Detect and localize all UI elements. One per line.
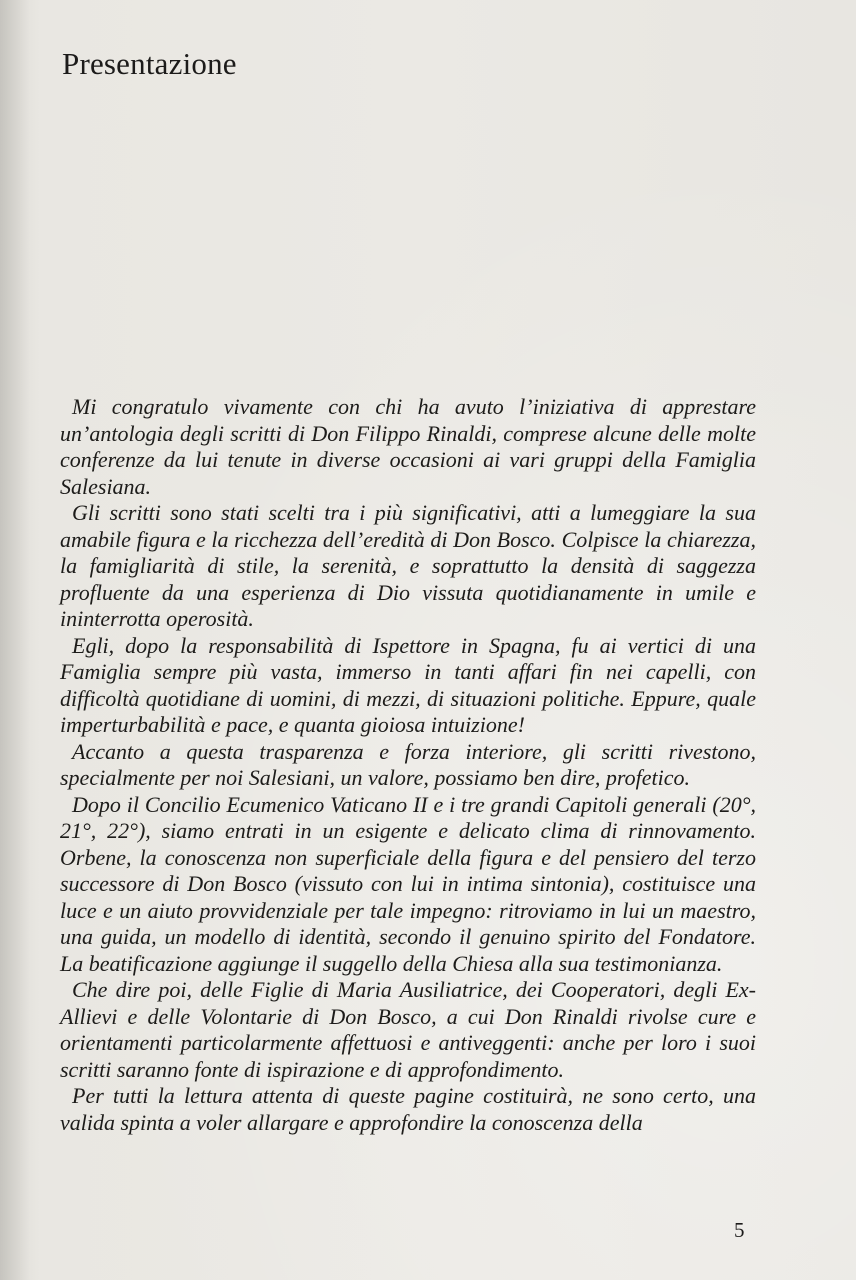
page-title: Presentazione: [62, 46, 237, 81]
paragraph-5: Dopo il Concilio Ecumenico Vaticano II e i tre grandi Capitoli generali (20°, 21°, 22°), siamo entrati in un esigente e delicato clima di rinnovamento. Orbene, la conoscenza non superficiale della figura e del pensiero del terzo successore di Don Bosco (vissuto con lui in intima sintonia), costituisce una luce e un aiuto provvidenziale per tale impegno: ritroviamo in lui un maestro, una guida, un modello di identità, secondo il genuino spirito del Fondatore. La beatificazione aggiunge il suggello della Chiesa alla sua testimonianza.: [60, 791, 756, 976]
spine-shadow: [0, 0, 30, 1280]
paragraph-1: Mi congratulo vivamente con chi ha avuto l’iniziativa di apprestare un’antologia degli scritti di Don Filippo Rinaldi, comprese alcune delle molte conferenze da lui tenute in diverse occasioni ai vari gruppi della Famiglia Salesiana.: [60, 394, 756, 499]
paragraph-6: Che dire poi, delle Figlie di Maria Ausiliatrice, dei Cooperatori, degli Ex-Allievi e delle Volontarie di Don Bosco, a cui Don Rinaldi rivolse cure e orientamenti particolarmente affettuosi e antiveggenti: anche per loro i suoi scritti saranno fonte di ispirazione e di approfondimento.: [60, 977, 756, 1082]
page-number: 5: [734, 1218, 745, 1242]
paragraph-3: Egli, dopo la responsabilità di Ispettore in Spagna, fu ai vertici di una Famiglia sempre più vasta, immerso in tanti affari fin nei capelli, con difficoltà quotidiane di uomini, di mezzi, di situazioni politiche. Eppure, quale imperturbabilità e pace, e quanta gioiosa intuizione!: [60, 632, 756, 737]
paragraph-2: Gli scritti sono stati scelti tra i più significativi, atti a lumeggiare la sua amabile figura e la ricchezza dell’eredità di Don Bosco. Colpisce la chiarezza, la famigliarità di stile, la serenità, e soprattutto la densità di saggezza profluente da una esperienza di Dio vissuta quotidianamente in umile e ininterrotta operosità.: [60, 500, 756, 631]
paragraph-7: Per tutti la lettura attenta di queste pagine costituirà, ne sono certo, una valida spinta a voler allargare e approfondire la conoscenza della: [60, 1083, 756, 1135]
paragraph-4: Accanto a questa trasparenza e forza interiore, gli scritti rivestono, specialmente per noi Salesiani, un valore, possiamo ben dire, profetico.: [60, 738, 756, 790]
body-text: [60, 394, 756, 1136]
